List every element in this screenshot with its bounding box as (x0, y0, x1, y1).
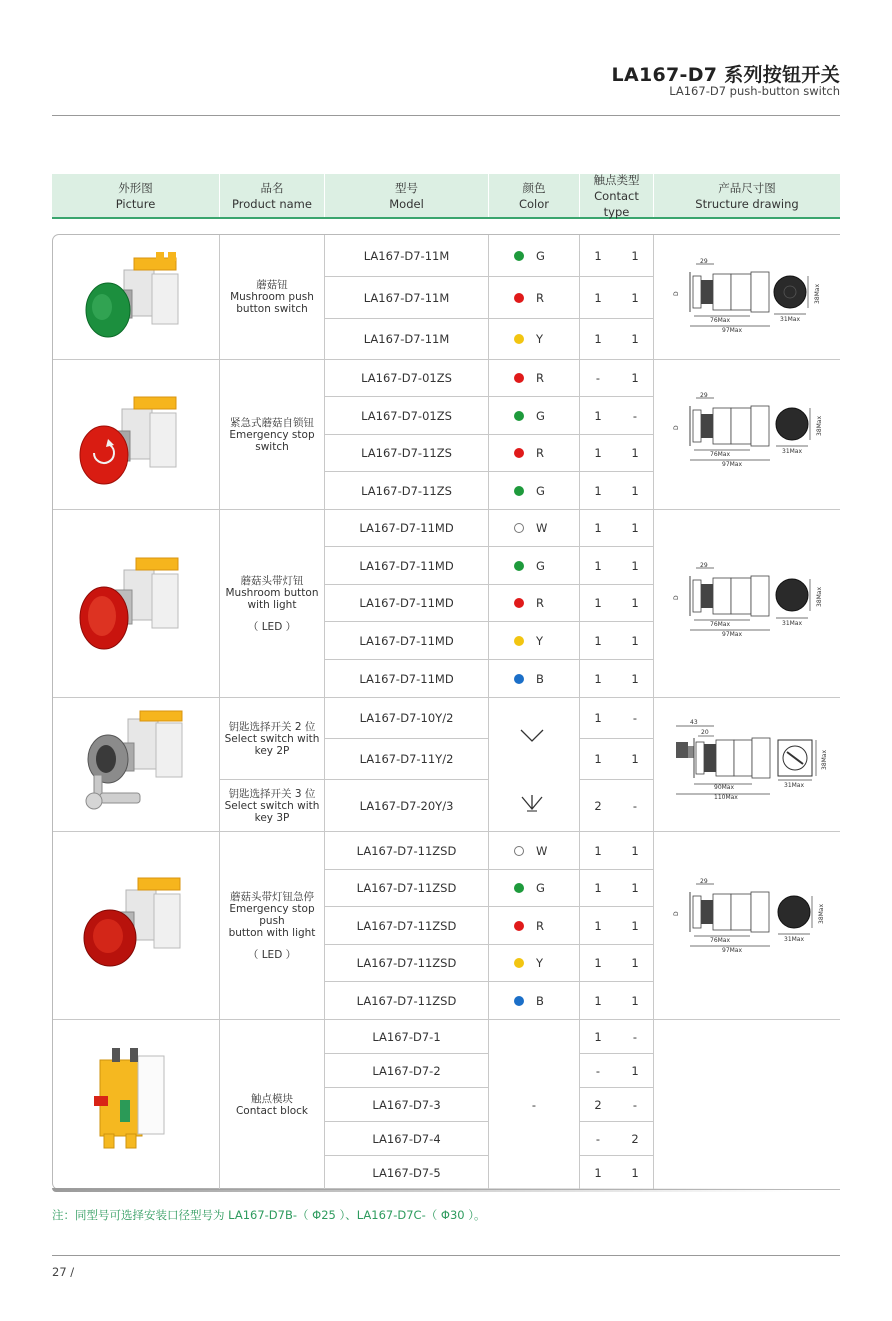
svg-text:31Max: 31Max (782, 620, 803, 627)
svg-text:D: D (673, 425, 680, 430)
svg-text:76Max: 76Max (710, 451, 731, 458)
color-cell: W (489, 832, 579, 869)
color-swatch (514, 846, 524, 856)
color-swatch (514, 523, 524, 533)
col-header-color: 颜色 Color (518, 180, 550, 211)
color-cell: G (489, 547, 579, 584)
model-cell: LA167-D7-11ZSD (356, 956, 457, 970)
contact-block-image (90, 1046, 170, 1152)
model-cell: LA167-D7-11ZSD (356, 881, 457, 895)
structure-drawing-mushroom (670, 258, 835, 336)
svg-text:31Max: 31Max (784, 936, 805, 943)
svg-text:38Max: 38Max (821, 749, 828, 770)
col-header-model: 型号 Model (389, 180, 424, 211)
color-swatch (514, 293, 524, 303)
model-cell: LA167-D7-11ZS (361, 483, 452, 498)
footnote: 注：同型号可选择安装口径型号为 LA167-D7B-（ Φ25 ）、LA167-D7C-（ Φ30 ）。 (52, 1208, 486, 1222)
contact-cell: 1 1 (594, 558, 639, 573)
color-swatch (514, 411, 524, 421)
color-swatch (514, 921, 524, 931)
key-select-switch-image (82, 709, 190, 819)
model-cell: LA167-D7-11M (363, 332, 450, 346)
svg-text:97Max: 97Max (722, 631, 743, 638)
svg-text:76Max: 76Max (710, 621, 731, 628)
contact-cell: 1 - (594, 711, 638, 725)
bottom-divider (52, 1255, 840, 1256)
color-cell: G (489, 870, 579, 906)
color-cell: G (489, 397, 579, 434)
mushroom-green-button-image (80, 252, 190, 344)
model-cell: LA167-D7-2 (372, 1063, 441, 1078)
svg-text:90Max: 90Max (714, 784, 735, 791)
table-header (52, 174, 840, 219)
contact-cell: 1 - (594, 1029, 638, 1044)
color-cell: B (489, 982, 579, 1019)
col-header-contact-type: 触点类型 Contact type (593, 172, 640, 219)
structure-drawing-emergency-light (670, 878, 835, 956)
color-swatch (514, 251, 524, 261)
color-swatch (514, 486, 524, 496)
color-swatch (514, 448, 524, 458)
page-number: 27 / (52, 1265, 75, 1279)
svg-text:97Max: 97Max (722, 461, 743, 468)
model-cell: LA167-D7-11M (363, 248, 450, 263)
svg-text:38Max: 38Max (816, 415, 823, 436)
color-cell: G (489, 235, 579, 276)
contact-cell: 1 1 (594, 290, 639, 305)
col-header-product-name: 品名 Product name (232, 180, 312, 211)
model-cell: LA167-D7-1 (372, 1029, 441, 1044)
svg-text:20: 20 (701, 729, 709, 736)
emergency-stop-red-button-image (76, 393, 186, 491)
contact-cell: 1 1 (594, 521, 639, 535)
model-cell: LA167-D7-5 (372, 1165, 441, 1180)
page-title: LA167-D7 系列按钮开关 (611, 64, 840, 86)
svg-text:29: 29 (700, 392, 708, 399)
model-cell: LA167-D7-20Y/3 (359, 798, 454, 813)
contact-cell: 2 - (594, 1097, 638, 1112)
contact-cell: 1 1 (594, 633, 639, 648)
svg-text:31Max: 31Max (784, 782, 805, 789)
col-header-structure-drawing: 产品尺寸图 Structure drawing (695, 180, 799, 211)
svg-text:38Max: 38Max (816, 586, 823, 607)
contact-cell: 1 1 (594, 483, 639, 498)
contact-cell: 1 1 (594, 1165, 639, 1180)
color-cell: R (489, 277, 579, 318)
color-cell: W (489, 510, 579, 546)
model-cell: LA167-D7-01ZS (361, 408, 452, 423)
model-cell: LA167-D7-11ZSD (356, 843, 457, 858)
model-cell: LA167-D7-11Y/2 (359, 752, 454, 766)
contact-cell: 1 1 (594, 596, 639, 610)
color-swatch (514, 883, 524, 893)
contact-cell: 1 1 (594, 248, 639, 263)
mushroom-light-red-button-image (76, 556, 188, 656)
contact-cell: 1 1 (594, 671, 639, 686)
svg-text:29: 29 (700, 878, 708, 885)
svg-text:31Max: 31Max (782, 448, 803, 455)
model-cell: LA167-D7-11ZSD (356, 918, 457, 933)
svg-text:76Max: 76Max (710, 317, 731, 324)
model-cell: LA167-D7-3 (372, 1097, 441, 1112)
svg-text:110Max: 110Max (714, 794, 738, 801)
color-cell: R (489, 360, 579, 396)
product-name-mushroom-light: 蘑菇头带灯钮 Mushroom button with light （ LED ） (225, 574, 319, 633)
model-cell: LA167-D7-11MD (359, 633, 454, 648)
svg-text:38Max: 38Max (818, 903, 825, 924)
contact-cell: 1 1 (594, 881, 639, 895)
svg-text:D: D (673, 291, 680, 296)
product-name-key-2p: 钥匙选择开关 2 位 Select switch with key 2P (224, 720, 320, 757)
contact-cell: 2 - (594, 798, 638, 813)
svg-text:29: 29 (700, 258, 708, 265)
model-cell: LA167-D7-11ZS (361, 446, 452, 460)
product-name-contact-block: 触点模块 Contact block (235, 1092, 309, 1117)
key-3-position-symbol (519, 793, 545, 815)
model-cell: LA167-D7-11MD (359, 596, 454, 610)
svg-text:38Max: 38Max (814, 283, 821, 304)
svg-text:D: D (673, 911, 680, 916)
key-2-position-symbol (519, 726, 545, 746)
svg-text:43: 43 (690, 719, 698, 726)
model-cell: LA167-D7-11MD (359, 521, 454, 535)
color-cell: Y (489, 319, 579, 359)
model-cell: LA167-D7-10Y/2 (359, 711, 454, 725)
color-swatch (514, 373, 524, 383)
color-cell: R (489, 585, 579, 621)
svg-text:D: D (673, 595, 680, 600)
color-swatch (514, 958, 524, 968)
product-name-emergency-stop: 紧急式蘑菇自锁钮 Emergency stop switch (229, 416, 315, 453)
color-cell: B (489, 660, 579, 697)
color-cell: Y (489, 622, 579, 659)
svg-text:29: 29 (700, 562, 708, 569)
contact-cell: - 2 (595, 1131, 639, 1146)
structure-drawing-key-switch (670, 716, 835, 802)
product-name-emergency-light: 蘑菇头带灯钮急停 Emergency stop push button with light （ LED ） (228, 890, 316, 961)
color-swatch (514, 996, 524, 1006)
contact-cell: 1 1 (594, 843, 639, 858)
product-name-mushroom: 蘑菇钮 Mushroom push button switch (230, 279, 314, 315)
color-cell: G (489, 472, 579, 509)
model-cell: LA167-D7-01ZS (361, 371, 452, 385)
structure-drawing-mushroom-light (670, 562, 835, 640)
svg-text:97Max: 97Max (722, 947, 743, 954)
contact-cell: 1 1 (594, 918, 639, 933)
model-cell: LA167-D7-11MD (359, 558, 454, 573)
color-swatch (514, 334, 524, 344)
page-subtitle: LA167-D7 push-button switch (669, 84, 840, 98)
structure-drawing-emergency-stop (670, 392, 835, 470)
model-cell: LA167-D7-11MD (359, 671, 454, 686)
svg-text:76Max: 76Max (710, 937, 731, 944)
emergency-light-red-button-image (80, 876, 190, 976)
contact-cell: - 1 (595, 1063, 639, 1078)
color-cell: Y (489, 945, 579, 981)
color-swatch (514, 598, 524, 608)
svg-text:31Max: 31Max (780, 316, 801, 323)
color-swatch (514, 561, 524, 571)
color-swatch (514, 674, 524, 684)
col-header-picture: 外形图 Picture (115, 180, 156, 211)
top-divider (52, 115, 840, 116)
contact-cell: - 1 (595, 371, 639, 385)
color-cell: R (489, 435, 579, 471)
color-cell: R (489, 907, 579, 944)
contact-cell: 1 1 (594, 993, 639, 1008)
svg-text:97Max: 97Max (722, 327, 743, 334)
color-swatch (514, 636, 524, 646)
contact-cell: 1 1 (594, 332, 639, 346)
contact-cell: 1 - (594, 408, 638, 423)
color-cell: - (531, 1097, 537, 1112)
model-cell: LA167-D7-11M (363, 290, 450, 305)
contact-cell: 1 1 (594, 956, 639, 970)
contact-cell: 1 1 (594, 752, 639, 766)
contact-cell: 1 1 (594, 446, 639, 460)
model-cell: LA167-D7-4 (372, 1131, 441, 1146)
product-name-key-3p: 钥匙选择开关 3 位 Select switch with key 3P (224, 787, 320, 824)
model-cell: LA167-D7-11ZSD (356, 993, 457, 1008)
